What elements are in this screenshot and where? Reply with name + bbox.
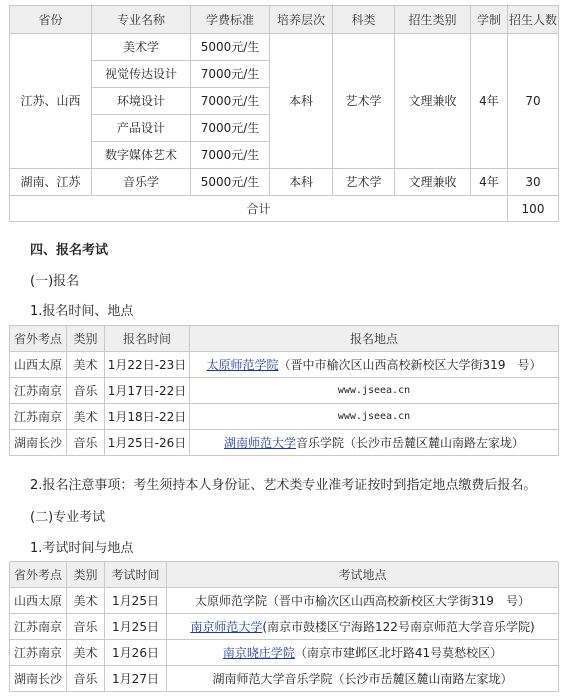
col-header-fee: 学费标准	[191, 6, 270, 34]
site-cell: 湖南长沙	[10, 666, 67, 692]
type-cell: 音乐	[67, 614, 105, 640]
type-cell: 音乐	[67, 378, 105, 404]
table-row	[10, 666, 559, 692]
time-cell: 1月27日	[105, 666, 167, 692]
time-cell: 1月25日	[105, 588, 167, 614]
location-text: (南京市鼓楼区宁海路122号南京师范大学音乐学院)	[262, 619, 535, 634]
site-cell: 江苏南京	[10, 614, 67, 640]
col-header-location: 报名地点	[190, 326, 559, 352]
col-header-type: 类别	[67, 562, 105, 588]
fee-cell: 5000元/生	[191, 34, 270, 61]
table-row	[10, 588, 559, 614]
major-cell: 环境设计	[92, 88, 191, 115]
site-cell: 山西太原	[10, 352, 67, 378]
school-link[interactable]: 南京师范大学	[190, 619, 263, 634]
table-row	[10, 352, 559, 378]
level-cell: 本科	[270, 169, 333, 196]
table-row	[10, 34, 559, 61]
col-header-duration: 学制	[471, 6, 508, 34]
province-cell: 湖南、江苏	[10, 169, 92, 196]
subject-cell: 艺术学	[333, 169, 395, 196]
site-cell: 江苏南京	[10, 404, 67, 430]
location-text: （南京市建邺区北圩路41号莫愁校区）	[294, 645, 503, 660]
type-cell: 美术	[67, 352, 105, 378]
fee-cell: 7000元/生	[191, 142, 270, 169]
col-header-major: 专业名称	[92, 6, 191, 34]
section-heading: 四、报名考试	[30, 243, 109, 258]
time-cell: 1月25日	[105, 614, 167, 640]
level-cell: 本科	[270, 34, 333, 169]
table-row	[10, 614, 559, 640]
subsection-title: (一)报名	[30, 274, 80, 289]
school-link[interactable]: 太原师范学院	[206, 357, 279, 372]
location-cell	[190, 352, 559, 378]
location-cell	[167, 614, 559, 640]
location-cell: 太原师范学院（晋中市榆次区山西高校新校区大学街319 号）	[167, 588, 559, 614]
time-cell: 1月18日-22日	[105, 404, 190, 430]
subsection-title: (二)专业考试	[30, 510, 106, 525]
col-header-count: 招生人数	[508, 6, 559, 34]
exam-table	[9, 561, 559, 692]
enrollment-header-row	[10, 6, 559, 34]
col-header-province: 省份	[10, 6, 92, 34]
type-cell: 音乐	[67, 430, 105, 456]
col-header-subject: 科类	[333, 6, 395, 34]
col-header-level: 培养层次	[270, 6, 333, 34]
major-cell: 产品设计	[92, 115, 191, 142]
duration-cell: 4年	[471, 169, 508, 196]
fee-cell: 7000元/生	[191, 88, 270, 115]
item-title: 1.报名时间、地点	[30, 304, 134, 319]
registration-table	[9, 325, 559, 456]
col-header-site: 省外考点	[10, 562, 67, 588]
time-cell: 1月26日	[105, 640, 167, 666]
table-row	[10, 640, 559, 666]
site-cell: 江苏南京	[10, 640, 67, 666]
location-text: 音乐学院（长沙市岳麓区麓山南路左家垅）	[296, 435, 525, 450]
fee-cell: 7000元/生	[191, 61, 270, 88]
table-row	[10, 430, 559, 456]
count-cell: 30	[508, 169, 559, 196]
col-header-location: 考试地点	[167, 562, 559, 588]
category-cell: 文理兼收	[395, 169, 471, 196]
location-text: （晋中市榆次区山西高校新校区大学街319 号）	[278, 357, 542, 372]
col-header-category: 招生类别	[395, 6, 471, 34]
col-header-time: 报名时间	[105, 326, 190, 352]
site-cell: 湖南长沙	[10, 430, 67, 456]
major-cell: 数字媒体艺术	[92, 142, 191, 169]
count-cell: 70	[508, 34, 559, 169]
time-cell: 1月22日-23日	[105, 352, 190, 378]
col-header-time: 考试时间	[105, 562, 167, 588]
notice-text: 2.报名注意事项：考生须持本人身份证、艺术类专业准考证按时到指定地点缴费后报名。	[30, 478, 537, 493]
time-cell: 1月17日-22日	[105, 378, 190, 404]
duration-cell: 4年	[471, 34, 508, 169]
total-label: 合计	[10, 196, 508, 222]
type-cell: 美术	[67, 588, 105, 614]
site-cell: 江苏南京	[10, 378, 67, 404]
registration-header-row	[10, 326, 559, 352]
col-header-type: 类别	[67, 326, 105, 352]
time-cell: 1月25日-26日	[105, 430, 190, 456]
location-cell	[190, 430, 559, 456]
total-value: 100	[508, 196, 559, 222]
type-cell: 美术	[67, 640, 105, 666]
type-cell: 美术	[67, 404, 105, 430]
category-cell: 文理兼收	[395, 34, 471, 169]
school-link[interactable]: 湖南师范大学	[223, 435, 296, 450]
table-row	[10, 378, 559, 404]
school-link[interactable]: 南京晓庄学院	[222, 645, 295, 660]
location-cell: www.jseea.cn	[190, 378, 559, 404]
table-row	[10, 169, 559, 196]
col-header-site: 省外考点	[10, 326, 67, 352]
major-cell: 音乐学	[92, 169, 191, 196]
location-cell: 湖南师范大学音乐学院（长沙市岳麓区麓山南路左家垅）	[167, 666, 559, 692]
total-row	[10, 196, 559, 222]
enrollment-table	[9, 5, 559, 222]
major-cell: 视觉传达设计	[92, 61, 191, 88]
table-row	[10, 404, 559, 430]
exam-header-row	[10, 562, 559, 588]
site-cell: 山西太原	[10, 588, 67, 614]
location-cell	[167, 640, 559, 666]
fee-cell: 7000元/生	[191, 115, 270, 142]
subject-cell: 艺术学	[333, 34, 395, 169]
province-cell: 江苏、山西	[10, 34, 92, 169]
major-cell: 美术学	[92, 34, 191, 61]
type-cell: 音乐	[67, 666, 105, 692]
item-title: 1.考试时间与地点	[30, 541, 134, 556]
fee-cell: 5000元/生	[191, 169, 270, 196]
location-cell: www.jseea.cn	[190, 404, 559, 430]
